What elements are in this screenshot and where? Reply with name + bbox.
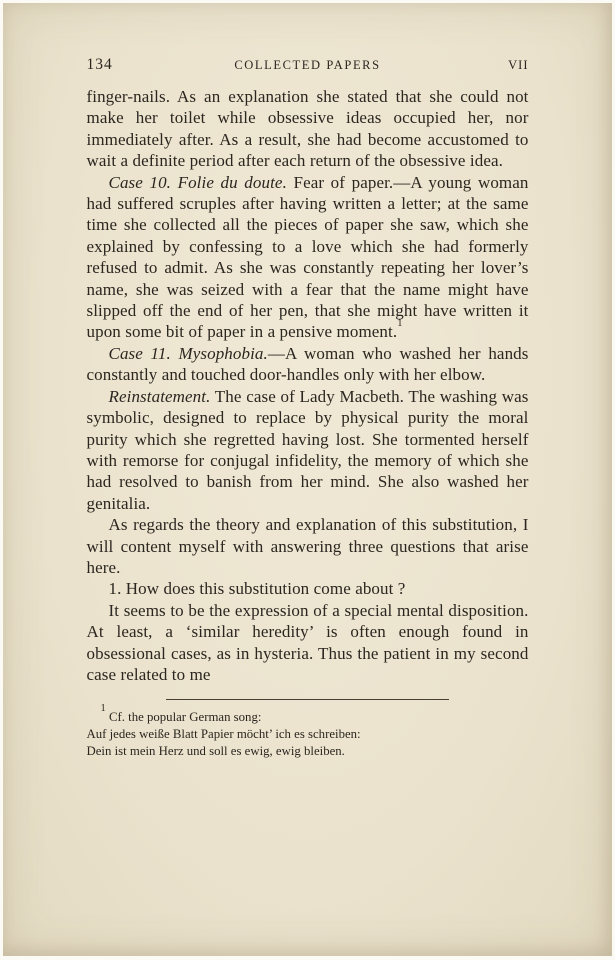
footnote-marker: 1 (100, 703, 106, 715)
paragraph-reinstatement (87, 386, 529, 514)
case-10-heading: Case 10. Folie du doute. (108, 172, 287, 192)
page-body (87, 86, 529, 685)
paragraph-text: 1. How does this substitution come about ? (108, 579, 406, 599)
paragraph-text: finger-nails. As an explanation she stated that she could not make her toilet while obsessive ideas occupied her, nor immediately after. As a result, she had become accustomed to wait a definite period after each return of the obsessive idea. (86, 87, 529, 171)
book-page (3, 3, 612, 956)
footnote-text: Cf. the popular German song: (105, 710, 262, 725)
footnote-separator-rule (166, 699, 449, 700)
footnote-reference-marker: 1 (397, 317, 403, 329)
page-number: 134 (86, 56, 113, 73)
paragraph-text: As regards the theory and explanation of this substitution, I will content myself with answering three questions that arise here. (86, 515, 529, 577)
footnote-line (87, 703, 529, 726)
footnote-line (87, 743, 529, 760)
case-11-heading: Case 11. Mysophobia. (108, 343, 268, 363)
paragraph-text: —A woman who washed her hands constantly and touched door-handles only with her elbow. (86, 343, 529, 385)
paragraph-text: Fear of paper.—A young woman had suffered scruples after having written a letter; at the same time she collected all the pieces of paper she saw, which she explained by confessing to a love which she had formerly refused to admit. As she was constantly repeating her lover’s name, she was seized with a fear that the name might have slipped off the end of her pen, that she might have written it upon some bit of paper in a pensive moment. (86, 172, 529, 342)
running-title: COLLECTED PAPERS (234, 58, 381, 72)
paragraph-text: The case of Lady Macbeth. The washing was symbolic, designed to replace by physical purity the moral purity which she regretted having lost. She tormented herself with remorse for conjugal infidelity, the memory of which she had resolved to banish from her mind. She also washed her genitalia. (86, 386, 529, 513)
paragraph-question-1 (87, 578, 529, 599)
footnote-text: Auf jedes weiße Blatt Papier möcht’ ich es schreiben: (86, 726, 361, 741)
footnote-section (87, 699, 529, 759)
footnote-text: Dein ist mein Herz und soll es ewig, ewig bleiben. (86, 743, 345, 758)
paragraph-answer (87, 600, 529, 686)
running-head (87, 56, 529, 74)
paragraph-text: It seems to be the expression of a special mental disposition. At least, a ‘similar heredity’ is often enough found in obsessional cases, as in hysteria. Thus the patient in my second case related to me (86, 600, 529, 684)
paragraph-continuation (87, 86, 529, 172)
paragraph-case-10 (87, 172, 529, 343)
reinstatement-heading: Reinstatement. (108, 386, 211, 406)
footnote-line (87, 726, 529, 743)
chapter-numeral: VII (508, 58, 529, 72)
text-block (87, 3, 529, 759)
paragraph-theory (87, 514, 529, 578)
paragraph-case-11 (87, 343, 529, 386)
